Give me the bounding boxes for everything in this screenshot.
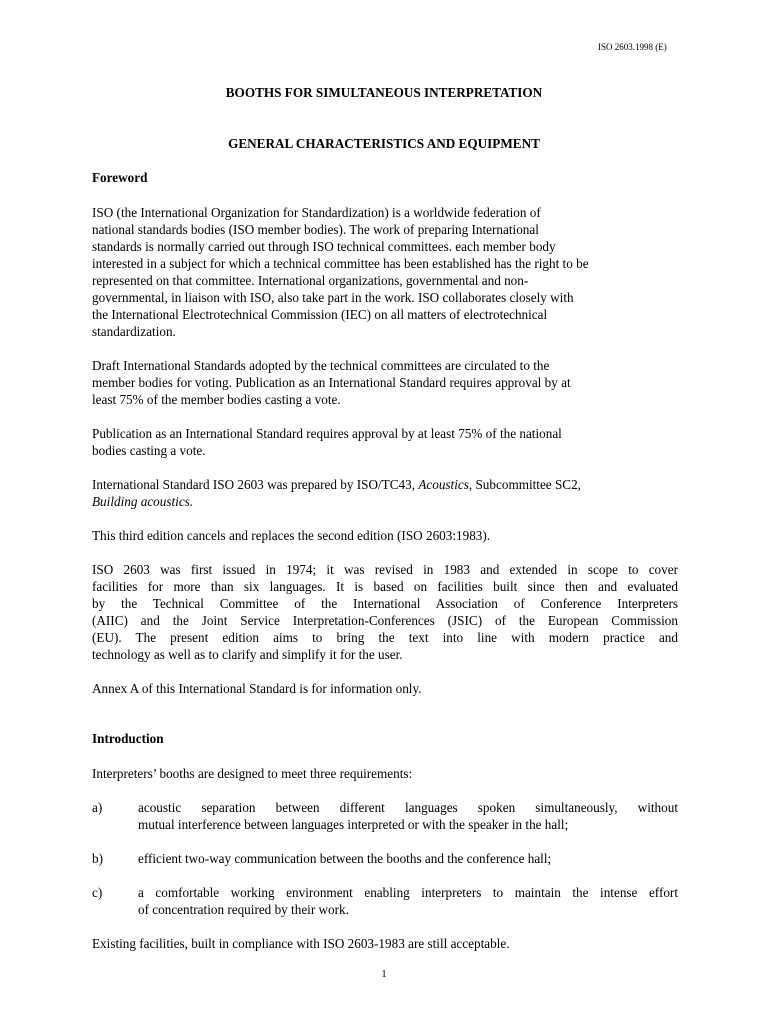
- text-line: Publication as an International Standard requires approval by at least 75% of the national: [92, 426, 562, 441]
- introduction-closing: [92, 935, 678, 952]
- foreword-paragraph-7: [92, 680, 678, 697]
- text-line: governmental, in liaison with ISO, also take part in the work. ISO collaborates closely with: [92, 290, 574, 305]
- foreword-paragraph-3: [92, 425, 678, 459]
- page-number: 1: [381, 968, 387, 980]
- foreword-paragraph-1: [92, 204, 678, 340]
- text-line: by the Technical Committee of the International Association of Conference Interpreters: [92, 596, 678, 611]
- text-line: (AIIC) and the Joint Service Interpretation-Conferences (JSIC) of the European Commission: [92, 613, 678, 628]
- list-item-text: [138, 850, 678, 867]
- list-marker: c): [92, 885, 103, 900]
- document-reference: ISO 2603.1998 (E): [598, 42, 667, 52]
- document-subtitle: GENERAL CHARACTERISTICS AND EQUIPMENT: [228, 136, 540, 151]
- text-line: national standards bodies (ISO member bodies). The work of preparing International: [92, 222, 539, 237]
- text-line: Annex A of this International Standard is for information only.: [92, 681, 422, 696]
- foreword-paragraph-6: [92, 561, 678, 663]
- text-line: ISO 2603 was first issued in 1974; it was revised in 1983 and extended in scope to cover: [92, 562, 678, 577]
- introduction-lead: [92, 765, 678, 782]
- text-line: member bodies for voting. Publication as an International Standard requires approval by at: [92, 375, 571, 390]
- document-title: BOOTHS FOR SIMULTANEOUS INTERPRETATION: [225, 85, 543, 100]
- text-line: facilities for more than six languages. It is based on facilities built since then and evaluated: [92, 579, 678, 594]
- foreword-paragraph-2: [92, 357, 678, 408]
- text-line: Draft International Standards adopted by the technical committees are circulated to the: [92, 358, 550, 373]
- list-item-text: [138, 884, 678, 918]
- text-line: (EU). The present edition aims to bring the text into line with modern practice and: [92, 630, 678, 645]
- text-line: a comfortable working environment enabling interpreters to maintain the intense effort: [138, 885, 678, 900]
- list-marker: a): [92, 800, 103, 815]
- text-line: bodies casting a vote.: [92, 443, 206, 458]
- introduction-heading: Introduction: [92, 731, 164, 746]
- text-line: the International Electrotechnical Commission (IEC) on all matters of electrotechnical: [92, 307, 548, 322]
- text-line: standards is normally carried out through ISO technical committees. each member body: [92, 239, 556, 254]
- text-line: interested in a subject for which a technical committee has been established has the right to be: [92, 256, 589, 271]
- list-item-text: [138, 799, 678, 833]
- text-run: , Subcommittee SC2,: [468, 477, 581, 492]
- text-line: Existing facilities, built in compliance with ISO 2603-1983 are still acceptable.: [92, 936, 510, 951]
- text-run: International Standard ISO 2603 was prepared by ISO/TC43,: [92, 477, 419, 492]
- text-line: technology as well as to clarify and simplify it for the user.: [92, 647, 403, 662]
- foreword-paragraph-5: [92, 527, 678, 544]
- foreword-paragraph-4: [92, 476, 678, 510]
- list-marker: b): [92, 851, 103, 866]
- text-line: of concentration required by their work.: [138, 902, 349, 917]
- text-line: mutual interference between languages interpreted or with the speaker in the hall;: [138, 817, 569, 832]
- text-line: acoustic separation between different languages spoken simultaneously, without: [138, 800, 678, 815]
- text-line: standardization.: [92, 324, 176, 339]
- subcommittee-emphasis: Acoustics: [418, 477, 469, 492]
- foreword-heading: Foreword: [92, 170, 148, 185]
- text-line: efficient two-way communication between the booths and the conference hall;: [138, 851, 552, 866]
- text-line: ISO (the International Organization for Standardization) is a worldwide federation of: [92, 205, 541, 220]
- text-line: represented on that committee. International organizations, governmental and non-: [92, 273, 529, 288]
- text-line: Interpreters’ booths are designed to meet three requirements:: [92, 766, 413, 781]
- text-line: least 75% of the member bodies casting a vote.: [92, 392, 341, 407]
- subcommittee-name-emphasis: Building acoustics.: [92, 494, 194, 509]
- text-line: [92, 493, 678, 510]
- text-line: This third edition cancels and replaces the second edition (ISO 2603:1983).: [92, 528, 491, 543]
- text-line: [92, 476, 678, 493]
